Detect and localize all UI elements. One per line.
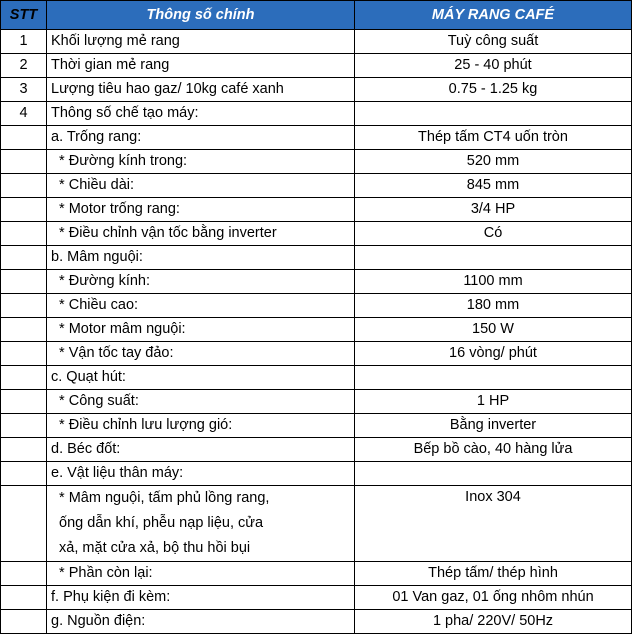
row-value: 520 mm: [355, 150, 632, 174]
table-row: [1, 126, 632, 150]
row-value: 1 pha/ 220V/ 50Hz: [355, 610, 632, 634]
row-number: [1, 174, 47, 198]
table-row: [1, 54, 632, 78]
row-label: * Công suất:: [47, 390, 355, 414]
table-row: [1, 222, 632, 246]
table-row: [1, 270, 632, 294]
row-label: * Đường kính:: [47, 270, 355, 294]
row-label: * Điều chỉnh lưu lượng gió:: [47, 414, 355, 438]
row-number: [1, 198, 47, 222]
row-label: * Đường kính trong:: [47, 150, 355, 174]
row-value: Inox 304: [355, 486, 632, 562]
row-label: * Điều chỉnh vận tốc bằng inverter: [47, 222, 355, 246]
row-number: 2: [1, 54, 47, 78]
row-label: f. Phụ kiện đi kèm:: [47, 586, 355, 610]
table-row: [1, 246, 632, 270]
row-value: Bằng inverter: [355, 414, 632, 438]
row-label-line-3: xả, mặt cửa xả, bộ thu hồi bụi: [51, 540, 251, 556]
row-number: [1, 586, 47, 610]
row-number: [1, 342, 47, 366]
row-number: [1, 462, 47, 486]
table-row: [1, 294, 632, 318]
row-number: [1, 390, 47, 414]
row-label: * Motor trống rang:: [47, 198, 355, 222]
row-label: e. Vật liệu thân máy:: [47, 462, 355, 486]
row-value: [355, 366, 632, 390]
row-value: 845 mm: [355, 174, 632, 198]
table-row: [1, 586, 632, 610]
row-label-line-1: * Mâm nguội, tấm phủ lồng rang,: [51, 490, 270, 506]
row-value: 180 mm: [355, 294, 632, 318]
row-value: 16 vòng/ phút: [355, 342, 632, 366]
row-label: * Motor mâm nguội:: [47, 318, 355, 342]
row-number: [1, 126, 47, 150]
table-row: [1, 366, 632, 390]
row-number: 3: [1, 78, 47, 102]
row-value: 1100 mm: [355, 270, 632, 294]
table-row: [1, 390, 632, 414]
row-number: [1, 318, 47, 342]
row-label: c. Quạt hút:: [47, 366, 355, 390]
row-label: * Phần còn lại:: [47, 562, 355, 586]
row-number: [1, 246, 47, 270]
row-label: * Chiều dài:: [47, 174, 355, 198]
row-value: Thép tấm/ thép hình: [355, 562, 632, 586]
table-row: [1, 342, 632, 366]
table-row: [1, 78, 632, 102]
table-row: [1, 610, 632, 634]
table-row: [1, 462, 632, 486]
row-value: 3/4 HP: [355, 198, 632, 222]
table-row: [1, 102, 632, 126]
header-stt: STT: [1, 1, 47, 30]
table-row: [1, 414, 632, 438]
row-value: Bếp bồ cào, 40 hàng lửa: [355, 438, 632, 462]
header-value: MÁY RANG CAFÉ: [355, 1, 632, 30]
table-row: [1, 30, 632, 54]
row-number: [1, 294, 47, 318]
row-number: [1, 610, 47, 634]
table-row-multiline: [1, 486, 632, 562]
row-label: * Chiều cao:: [47, 294, 355, 318]
row-number: [1, 366, 47, 390]
row-value: Có: [355, 222, 632, 246]
table-row: [1, 438, 632, 462]
row-number: [1, 438, 47, 462]
row-label: Lượng tiêu hao gaz/ 10kg café xanh: [47, 78, 355, 102]
row-number: [1, 270, 47, 294]
row-value: [355, 246, 632, 270]
row-label: d. Béc đốt:: [47, 438, 355, 462]
row-value: 0.75 - 1.25 kg: [355, 78, 632, 102]
row-number: [1, 150, 47, 174]
row-value: Tuỳ công suất: [355, 30, 632, 54]
row-label-line-2: ống dẫn khí, phễu nạp liệu, cửa: [51, 515, 264, 531]
table-row: [1, 198, 632, 222]
header-name: Thông số chính: [47, 1, 355, 30]
row-number: [1, 486, 47, 562]
row-value: [355, 462, 632, 486]
table-row: [1, 562, 632, 586]
row-number: 4: [1, 102, 47, 126]
row-value: 1 HP: [355, 390, 632, 414]
row-label: a. Trống rang:: [47, 126, 355, 150]
row-value: Thép tấm CT4 uốn tròn: [355, 126, 632, 150]
row-number: [1, 222, 47, 246]
row-value: 150 W: [355, 318, 632, 342]
row-label: g. Nguồn điện:: [47, 610, 355, 634]
row-value: [355, 102, 632, 126]
row-number: [1, 414, 47, 438]
row-label: Khối lượng mẻ rang: [47, 30, 355, 54]
row-label: b. Mâm nguội:: [47, 246, 355, 270]
row-label: [47, 486, 355, 562]
row-label: * Vận tốc tay đảo:: [47, 342, 355, 366]
row-value: 25 - 40 phút: [355, 54, 632, 78]
row-number: [1, 562, 47, 586]
row-value: 01 Van gaz, 01 ống nhôm nhún: [355, 586, 632, 610]
table-row: [1, 150, 632, 174]
row-number: 1: [1, 30, 47, 54]
table-row: [1, 174, 632, 198]
table-row: [1, 318, 632, 342]
header-row: [1, 1, 632, 30]
row-label: Thời gian mẻ rang: [47, 54, 355, 78]
row-label: Thông số chế tạo máy:: [47, 102, 355, 126]
